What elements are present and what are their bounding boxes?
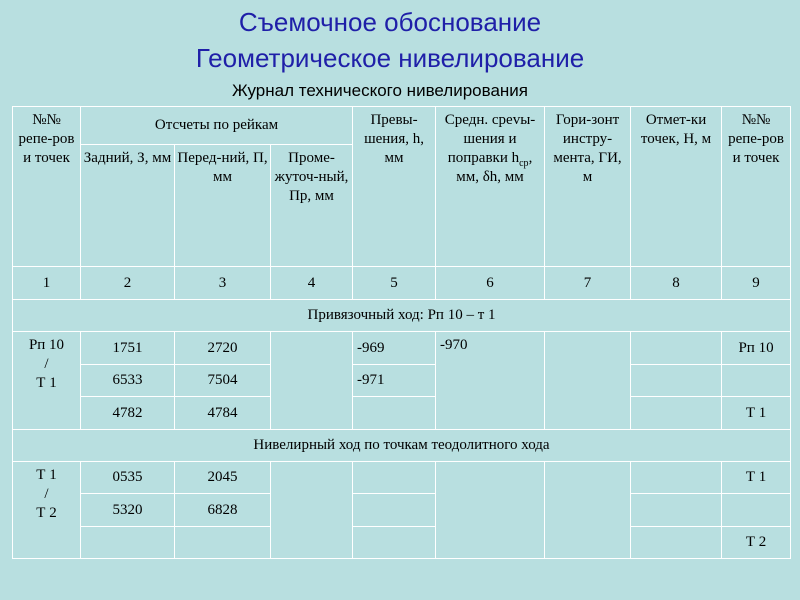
col-number: 9 bbox=[722, 267, 791, 300]
excess-cell: -969 bbox=[353, 332, 436, 365]
col-number: 2 bbox=[81, 267, 175, 300]
average-excess-cell bbox=[436, 462, 545, 559]
elevation-cell bbox=[631, 527, 722, 559]
table-row bbox=[13, 527, 791, 559]
front-reading-cell bbox=[175, 527, 271, 559]
header-excess: Превы-шения, h, мм bbox=[353, 107, 436, 267]
header-point-numbers: №№ репе-ров и точек bbox=[722, 107, 791, 267]
back-reading-cell: 6533 bbox=[81, 365, 175, 397]
back-reading-cell bbox=[81, 527, 175, 559]
elevation-cell bbox=[631, 365, 722, 397]
section-1-title-row bbox=[13, 300, 791, 332]
title-line-2: Геометрическое нивелирование bbox=[195, 43, 585, 73]
back-reading-cell: 1751 bbox=[81, 332, 175, 365]
subtitle: Журнал технического нивелирования bbox=[231, 81, 529, 100]
section-2-title: Нивелирный ход по точкам теодолитного хода bbox=[13, 430, 791, 462]
title-line-1: Съемочное обоснование bbox=[238, 7, 542, 37]
section-2-title-row bbox=[13, 430, 791, 462]
point-cell: Т 1 bbox=[722, 397, 791, 430]
header-average-excess-sub: ср bbox=[519, 158, 529, 169]
col-number: 4 bbox=[271, 267, 353, 300]
col-number: 8 bbox=[631, 267, 722, 300]
intermediate-cell bbox=[271, 462, 353, 559]
header-point-elevations: Отмет-ки точек, Н, м bbox=[631, 107, 722, 267]
front-reading-cell: 2045 bbox=[175, 462, 271, 494]
instrument-horizon-cell bbox=[545, 332, 631, 430]
front-reading-cell: 7504 bbox=[175, 365, 271, 397]
section-1-station: Рп 10 / Т 1 bbox=[13, 332, 81, 430]
average-excess-cell: -970 bbox=[436, 332, 545, 430]
header-average-excess-post: , мм, δh, мм bbox=[456, 150, 533, 185]
col-number: 1 bbox=[13, 267, 81, 300]
col-number: 5 bbox=[353, 267, 436, 300]
excess-cell bbox=[353, 462, 436, 494]
section-2-station: Т 1 / Т 2 bbox=[13, 462, 81, 559]
col-number: 7 bbox=[545, 267, 631, 300]
elevation-cell bbox=[631, 332, 722, 365]
excess-cell bbox=[353, 527, 436, 559]
front-reading-cell: 6828 bbox=[175, 494, 271, 527]
leveling-journal-table bbox=[12, 106, 791, 559]
back-reading-cell: 0535 bbox=[81, 462, 175, 494]
section-1-title: Привязочный ход: Рп 10 – т 1 bbox=[13, 300, 791, 332]
back-reading-cell: 4782 bbox=[81, 397, 175, 430]
elevation-cell bbox=[631, 494, 722, 527]
header-rod-readings: Отсчеты по рейкам bbox=[81, 107, 353, 145]
header-back-reading: Задний, З, мм bbox=[81, 145, 175, 267]
header-front-reading: Перед-ний, П, мм bbox=[175, 145, 271, 267]
header-instrument-horizon: Гори-зонт инстру-мента, ГИ, м bbox=[545, 107, 631, 267]
header-average-excess-pre: Средн. срevы-шения и поправки h bbox=[444, 112, 536, 166]
elevation-cell bbox=[631, 397, 722, 430]
point-cell bbox=[722, 494, 791, 527]
col-number: 3 bbox=[175, 267, 271, 300]
excess-cell bbox=[353, 397, 436, 430]
point-cell: Т 2 bbox=[722, 527, 791, 559]
table-row bbox=[13, 462, 791, 494]
excess-cell bbox=[353, 494, 436, 527]
instrument-horizon-cell bbox=[545, 462, 631, 559]
front-reading-cell: 2720 bbox=[175, 332, 271, 365]
table-row bbox=[13, 365, 791, 397]
point-cell: Рп 10 bbox=[722, 332, 791, 365]
elevation-cell bbox=[631, 462, 722, 494]
header-row-1 bbox=[13, 107, 791, 145]
excess-cell: -971 bbox=[353, 365, 436, 397]
col-number: 6 bbox=[436, 267, 545, 300]
front-reading-cell: 4784 bbox=[175, 397, 271, 430]
intermediate-cell bbox=[271, 332, 353, 430]
back-reading-cell: 5320 bbox=[81, 494, 175, 527]
header-station-numbers: №№ репе-ров и точек bbox=[13, 107, 81, 267]
column-number-row bbox=[13, 267, 791, 300]
header-intermediate-reading: Проме-жуточ-ный, Пр, мм bbox=[271, 145, 353, 267]
table-row bbox=[13, 332, 791, 365]
table-row bbox=[13, 397, 791, 430]
table-row bbox=[13, 494, 791, 527]
point-cell: Т 1 bbox=[722, 462, 791, 494]
header-average-excess bbox=[436, 107, 545, 267]
point-cell bbox=[722, 365, 791, 397]
